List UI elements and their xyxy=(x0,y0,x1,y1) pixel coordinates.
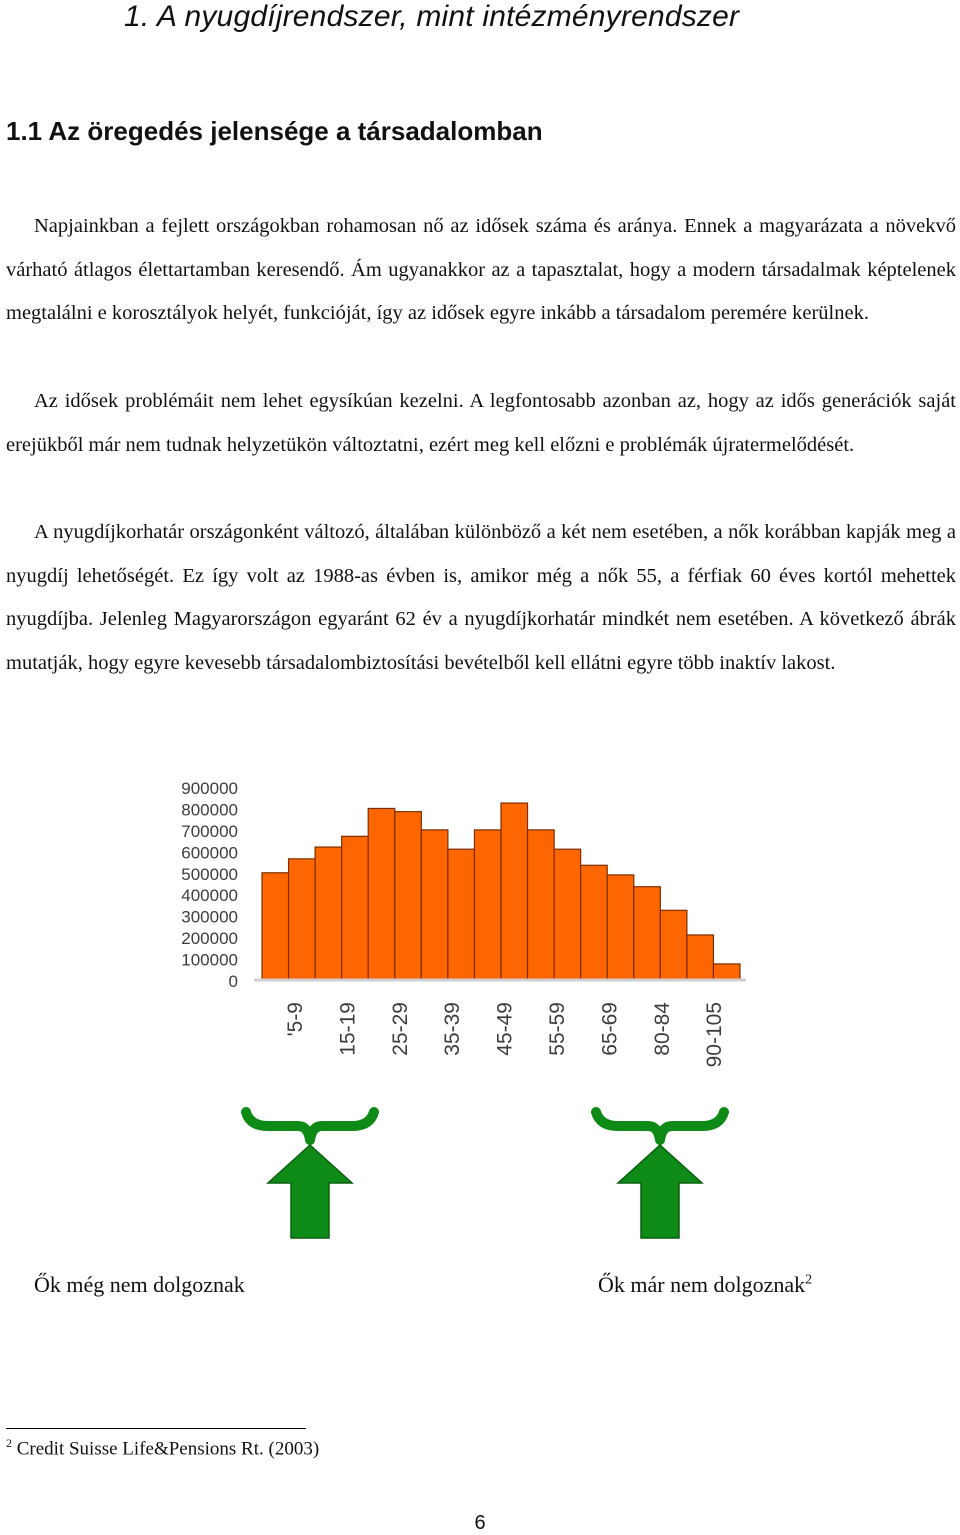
paragraph-1: Napjainkban a fejlett országokban rohamosan nő az idősek száma és aránya. Ennek a magyarázata a növekvő várható átlagos élettartamban keresendő. Ám ugyanakkor az a tapasztalat, hogy a modern társadalmak képtelenek megtalálni e korosztályok helyét, funkcióját, így az idősek egyre inkább a társadalom peremére kerülnek. xyxy=(6,215,956,324)
bar xyxy=(448,849,475,980)
bar xyxy=(528,830,555,980)
y-tick-label: 500000 xyxy=(181,864,238,884)
x-tick-label: 35-39 xyxy=(441,1002,465,1056)
bar xyxy=(342,836,369,980)
x-axis-labels xyxy=(284,1002,726,1068)
y-tick-label: 600000 xyxy=(181,843,238,863)
x-tick-label: 45-49 xyxy=(493,1002,517,1056)
paragraph-3: A nyugdíjkorhatár országonként változó, általában különböző a két nem esetében, a nők korábban kapják meg a nyugdíj lehetőségét. Ez így volt az 1988-as évben is, amikor még a nők 55, a férfiak 60 éves kortól mehettek nyugdíjba. Jelenleg Magyarországon egyaránt 62 év a nyugdíjkorhatár mindkét nem esetében. A következő ábrák mutatják, hogy egyre kevesebb társadalombiztosítási bevételből kell ellátni egyre több inaktív lakost. xyxy=(6,521,956,674)
y-axis-labels xyxy=(181,779,238,991)
x-tick-label: 25-29 xyxy=(388,1002,412,1056)
bar xyxy=(262,873,289,980)
section-title: 1.1 Az öregedés jelensége a társadalomban xyxy=(6,116,543,146)
bar xyxy=(687,935,714,980)
bar xyxy=(713,964,740,980)
bar xyxy=(607,875,634,980)
bars xyxy=(254,803,746,980)
y-tick-label: 200000 xyxy=(181,929,238,949)
footnote-marker: 2 xyxy=(6,1436,12,1450)
x-tick-label: 15-19 xyxy=(336,1002,360,1056)
caption-not-yet-working: Ők még nem dolgoznak xyxy=(34,1272,245,1297)
footnote-ref: 2 xyxy=(805,1272,813,1288)
x-tick-label: 90-105 xyxy=(703,1002,727,1068)
bar xyxy=(554,849,581,980)
y-tick-label: 0 xyxy=(228,972,238,991)
y-tick-label: 900000 xyxy=(181,779,238,798)
bar xyxy=(474,830,501,980)
up-arrow-icon xyxy=(268,1145,352,1238)
footnote-rule xyxy=(6,1428,306,1429)
bar xyxy=(315,847,342,980)
y-tick-label: 700000 xyxy=(181,821,238,841)
bar xyxy=(660,910,687,980)
up-arrow-icon xyxy=(618,1145,702,1238)
arrows xyxy=(268,1145,702,1238)
x-tick-label: '5-9 xyxy=(284,1002,307,1037)
brace xyxy=(596,1112,724,1140)
paragraph-2: Az idősek problémáit nem lehet egysíkúan kezelni. A legfontosabb azonban az, hogy az idős generációk saját erejükből már nem tudnak helyzetükön változtatni, ezért meg kell előzni e problémák újratermelődését. xyxy=(6,390,956,456)
y-tick-label: 800000 xyxy=(181,800,238,820)
bar xyxy=(368,808,395,980)
chapter-title: 1. A nyugdíjrendszer, mint intézményrendszer xyxy=(124,0,740,33)
bar xyxy=(634,887,661,980)
bar xyxy=(289,859,316,980)
x-tick-label: 55-59 xyxy=(546,1002,569,1056)
bar xyxy=(395,812,422,980)
y-tick-label: 300000 xyxy=(181,907,238,927)
caption-no-longer-working xyxy=(598,1272,812,1298)
footnote-text: Credit Suisse Life&Pensions Rt. (2003) xyxy=(12,1438,320,1460)
bar xyxy=(421,830,448,980)
x-tick-label: 65-69 xyxy=(598,1002,622,1056)
y-tick-label: 100000 xyxy=(181,950,238,970)
page-number: 6 xyxy=(474,1512,486,1534)
braces xyxy=(246,1112,724,1140)
age-distribution-chart xyxy=(150,770,790,1240)
caption-right-text: Ők már nem dolgoznak xyxy=(598,1272,806,1297)
bar xyxy=(501,803,528,980)
y-tick-label: 400000 xyxy=(181,886,238,906)
x-tick-label: 80-84 xyxy=(650,1002,674,1056)
footnote xyxy=(6,1436,319,1460)
brace xyxy=(246,1112,374,1140)
bar xyxy=(581,865,608,980)
